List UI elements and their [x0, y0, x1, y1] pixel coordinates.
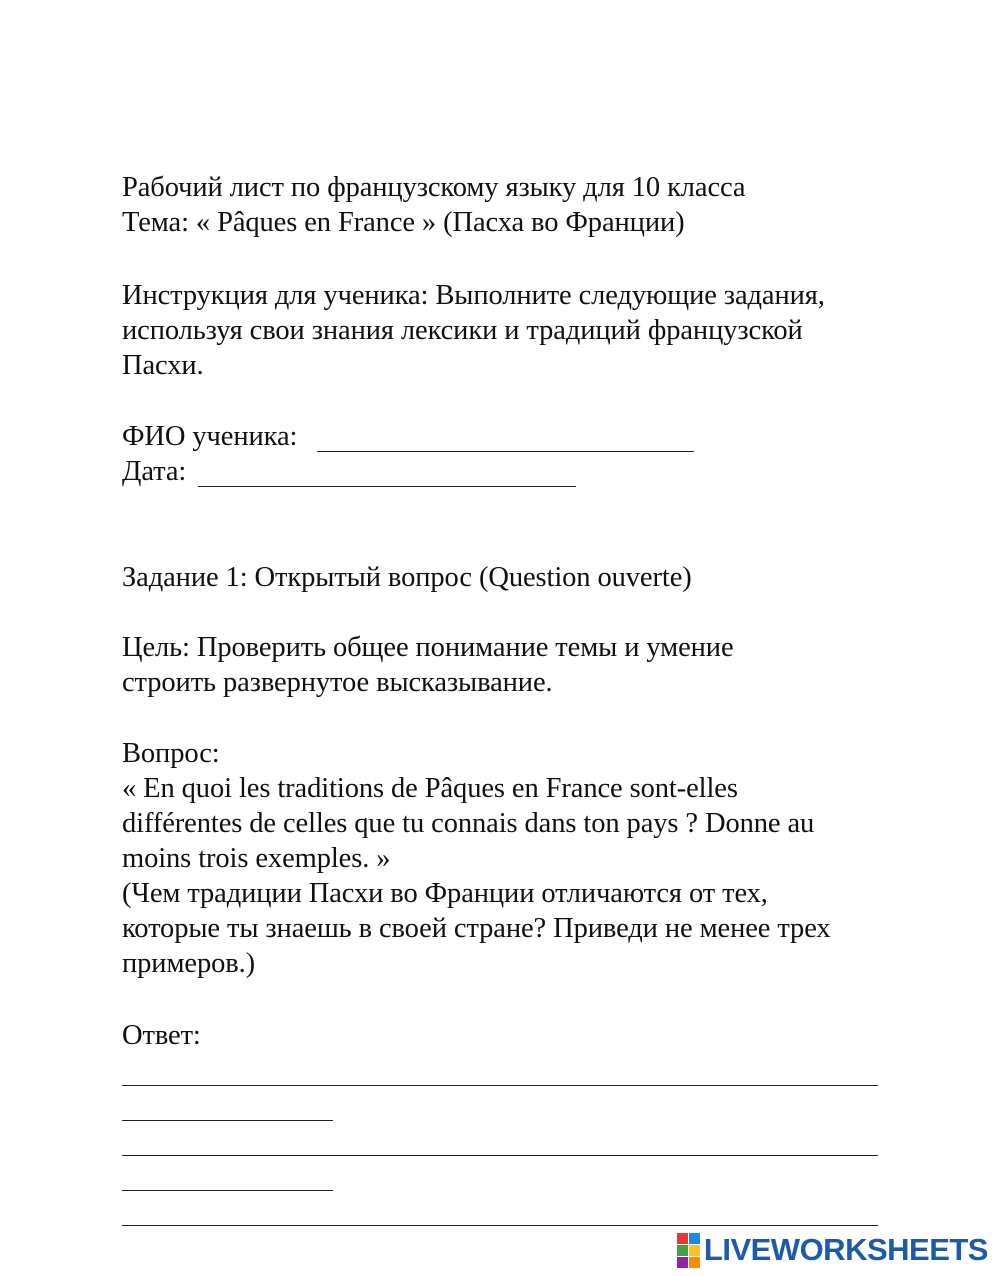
date-label: Дата:	[122, 456, 187, 487]
liveworksheets-logo-text: LIVEWORKSHEETS	[703, 1232, 988, 1267]
answer-line-2[interactable]	[122, 1120, 333, 1121]
answer-label: Ответ:	[122, 1020, 201, 1051]
worksheet-topic: Тема: « Pâques en France » (Пасха во Франции)	[122, 207, 685, 238]
task1-goal-line-2: строить развернутое высказывание.	[122, 667, 553, 698]
question-ru-line-2: которые ты знаешь в своей стране? Приведи не менее трех	[122, 913, 831, 944]
student-name-label: ФИО ученика:	[122, 421, 298, 452]
instruction-line-2: используя свои знания лексики и традиций французской	[122, 315, 803, 346]
answer-line-3[interactable]	[122, 1155, 878, 1156]
date-blank[interactable]	[198, 486, 576, 487]
question-fr-line-3: moins trois exemples. »	[122, 843, 391, 874]
instruction-line-3: Пасхи.	[122, 350, 204, 381]
instruction-line-1: Инструкция для ученика: Выполните следующие задания,	[122, 280, 825, 311]
answer-line-1[interactable]	[122, 1085, 878, 1086]
liveworksheets-logo	[677, 1232, 988, 1268]
task1-goal-line-1: Цель: Проверить общее понимание темы и умение	[122, 632, 734, 663]
question-fr-line-2: différentes de celles que tu connais dans ton pays ? Donne au	[122, 808, 815, 839]
task1-title: Задание 1: Открытый вопрос (Question ouverte)	[122, 562, 692, 593]
worksheet-title: Рабочий лист по французскому языку для 10 класса	[122, 172, 746, 203]
student-name-blank[interactable]	[317, 451, 694, 452]
question-ru-line-1: (Чем традиции Пасхи во Франции отличаются от тех,	[122, 878, 768, 909]
question-ru-line-3: примеров.)	[122, 948, 256, 979]
answer-line-5[interactable]	[122, 1225, 878, 1226]
question-fr-line-1: « En quoi les traditions de Pâques en France sont-elles	[122, 773, 738, 804]
answer-line-4[interactable]	[122, 1190, 333, 1191]
question-label: Вопрос:	[122, 738, 220, 769]
liveworksheets-logo-icon	[677, 1233, 700, 1268]
